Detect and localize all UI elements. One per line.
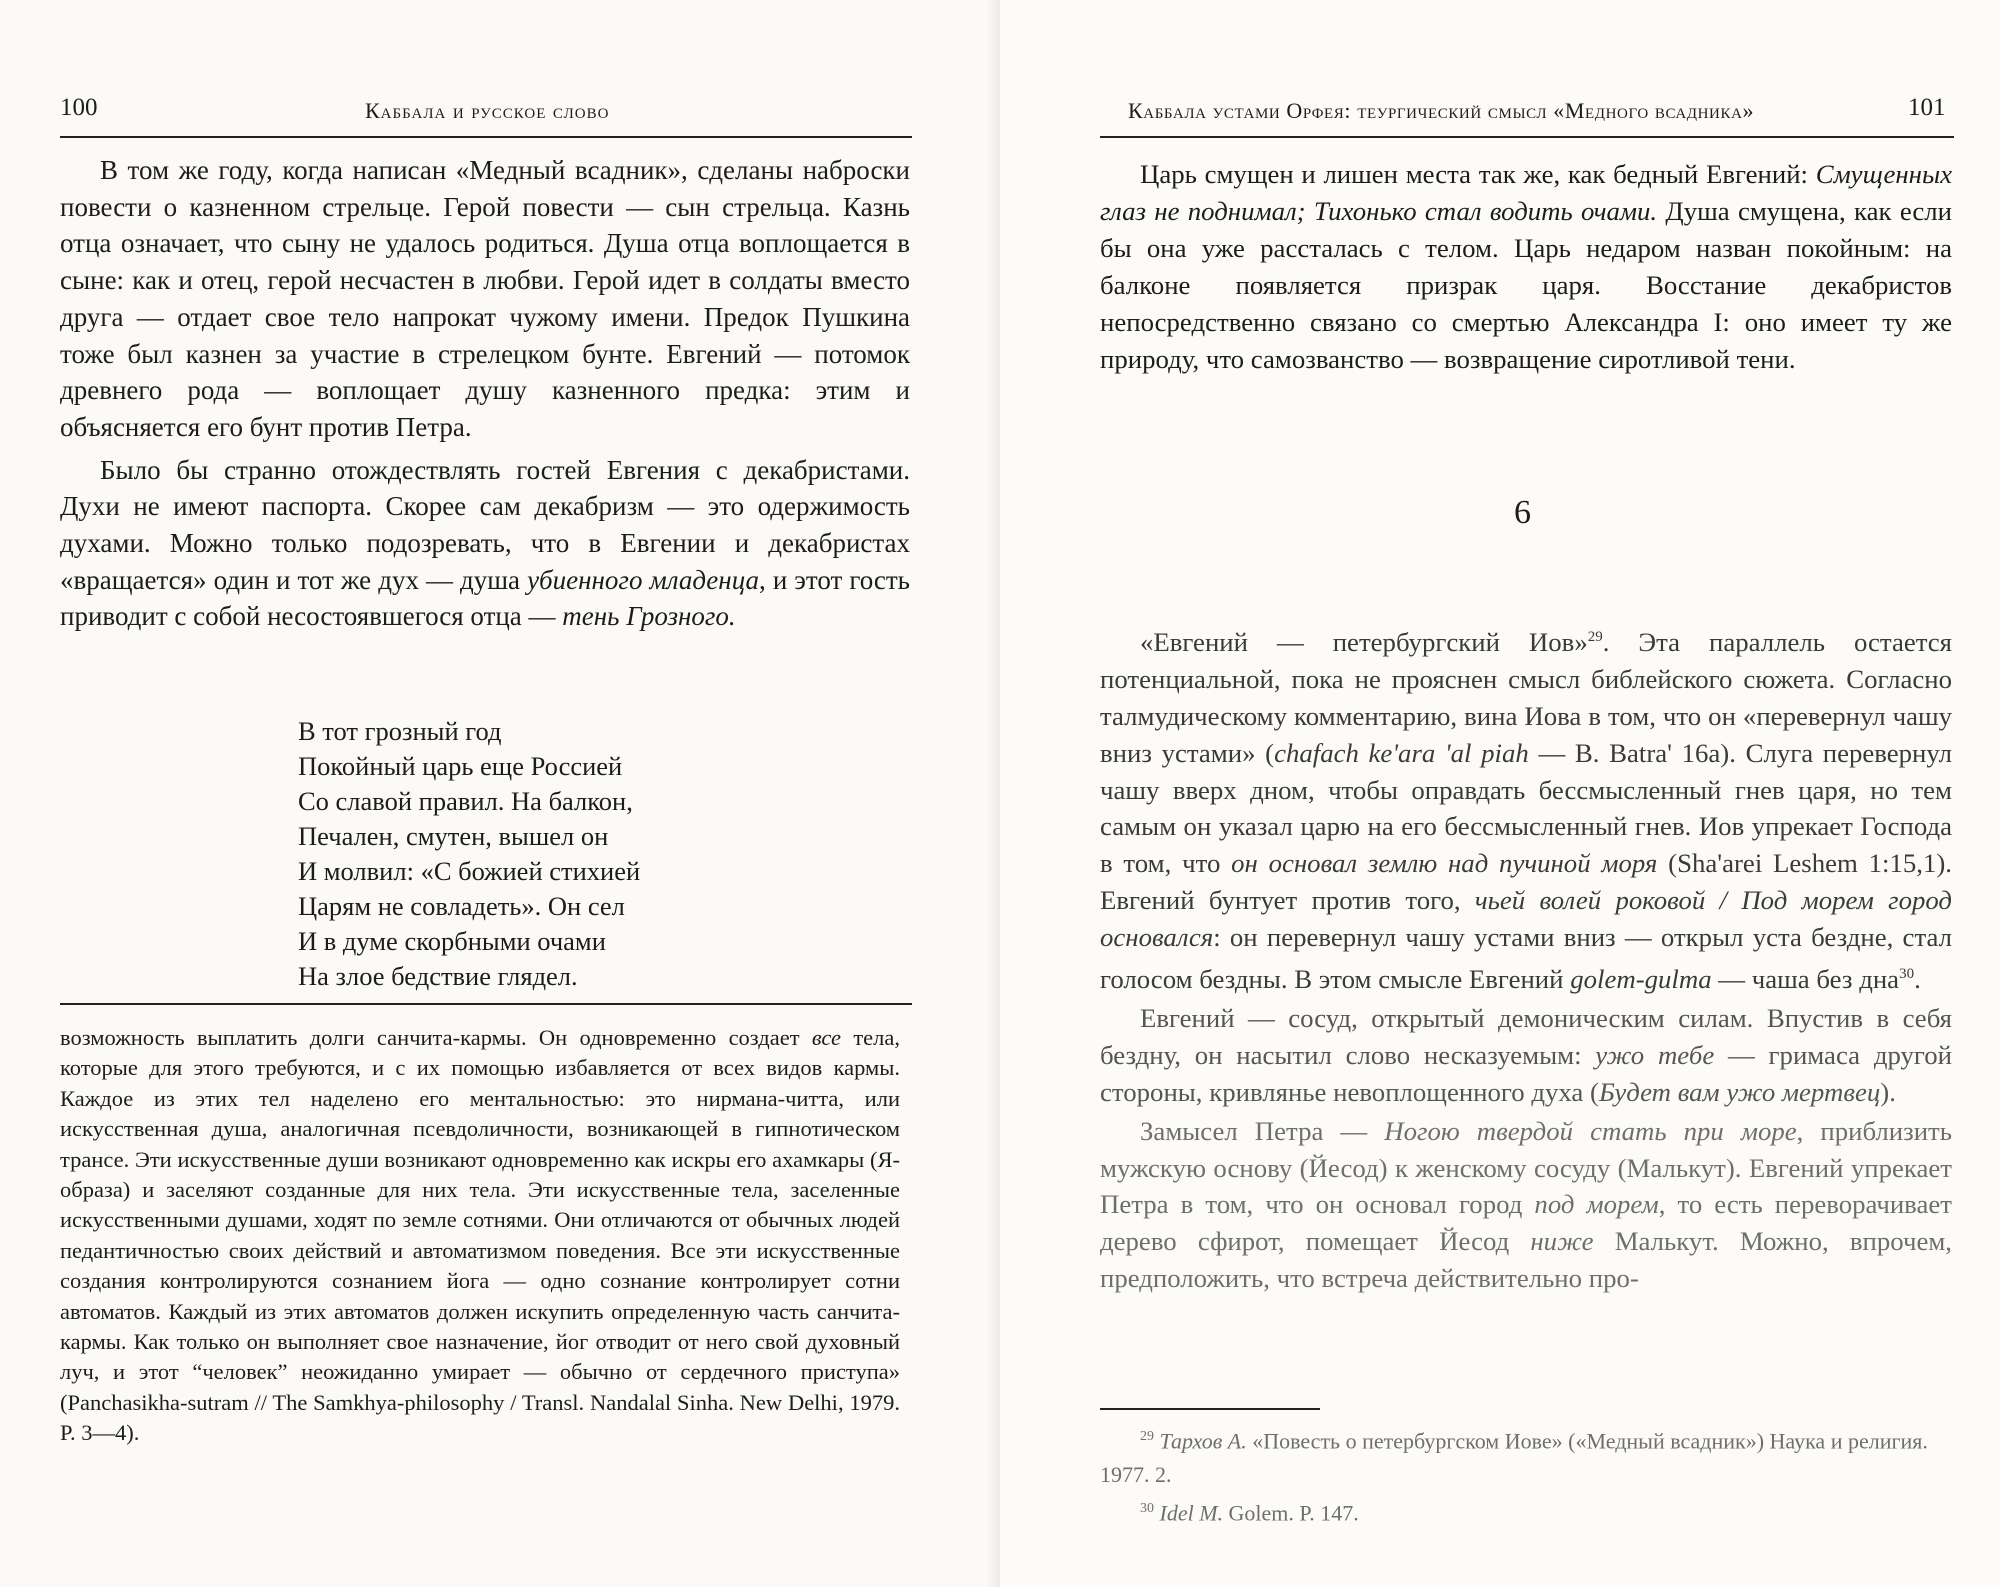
header-rule [60, 136, 912, 138]
running-head: Каббала устами Орфея: теургический смысл «Медного всадника» [1128, 98, 1755, 123]
poem-line: И в думе скорбными очами [298, 926, 606, 956]
footnote-30: $^{30}$ Idel M. Golem. P. 147. [1140, 1500, 1359, 1526]
page-number: 101 [1908, 94, 1946, 121]
footnote-ref: 30 [1899, 966, 1915, 983]
section-number: 6 [1514, 494, 1531, 531]
main-text [1100, 156, 1952, 377]
page-number: 100 [60, 94, 98, 121]
paragraph: «Евгений — петербургский Иов»$^{29}$. Эта параллель остается потенциальной, пока не прояснен смысл библейского сюжета. Согласно талмудическому комментарию, вина Иова в том, что он «перевернул чашу вниз устами» (chafach ke'ara 'al piah — B. Batra' 16a). Слуга перевернул чашу вверх дном, чтобы оправдать бессмысленный гнев царя, но тем самым он указал царю на его бессмысленный гнев. Иов упрекает Господа в том, что он основал землю над пучиной моря (Sha'arei Leshem 1:15,1). Евгений бунтует против того, чьей волей роковой / Под морем город основался: он перевернул чашу устами вниз — открыл уста бездне, стал голосом бездны. В этом смысле Евгений golem-gulma — чаша без дна$^{30}$. [1100, 626, 1953, 994]
right-page [1000, 0, 2000, 1587]
footnote-ref: 29 [1587, 629, 1603, 645]
paragraph: Замысел Петра — Ногою твердой стать при море, приблизить мужскую основу (Йесод) к женскому сосуду (Малькут). Евгений упрекает Петра в том, что он основал город под морем, то есть переворачивает дерево сфирот, помещает Йесод ниже Малькут. Можно, впрочем, предположить, что встреча действительно про- [1100, 1115, 1953, 1294]
paragraph: В том же году, когда написан «Медный всадник», сделаны наброски повести о казненном стрельце. Герой повести — сын стрельца. Казнь отца означает, что сыну не удалось родиться. Душа отца воплощается в сыне: как и отец, герой несчастен в любви. Герой идет в солдаты вместо друга — отдает свое тело напрокат чужому имени. Предок Пушкина тоже был казнен за участие в стрелецком бунте. Евгений — потомок древнего рода — воплощает душу казненного предка: этим и объясняется его бунт против Петра. [60, 155, 910, 442]
footnotes [1100, 1420, 1952, 1531]
poem-line: Покойный царь еще Россией [298, 751, 623, 781]
header-rule [1100, 136, 1954, 138]
poem-line: Печален, смутен, вышел он [298, 821, 609, 851]
poem-line: Со славой правил. На балкон, [298, 786, 633, 816]
main-text-section-6 [1100, 619, 1952, 1297]
poem-line: Царям не совладеть». Он сел [298, 891, 625, 921]
footnote-rule [60, 1003, 912, 1005]
poem-line: В тот грозный год [298, 716, 502, 746]
footnote-rule [1100, 1408, 1320, 1410]
poem-line: И молвил: «С божией стихией [298, 856, 641, 886]
footnote-29: $^{29}$ Тархов А. «Повесть о петербургском Иове» («Медный всадник») Наука и религия. 1977. 2. [1100, 1428, 1928, 1488]
footnote-continuation [60, 1023, 900, 1449]
paragraph: Евгений — сосуд, открытый демоническим силам. Впустив в себя бездну, он насытил слово несказуемым: ужо тебе — гримаса другой стороны, кривлянье невоплощенного духа (Будет вам ужо мертвец). [1100, 1002, 1952, 1107]
paragraph: Было бы странно отождествлять гостей Евгения с декабристами. Духи не имеют паспорта. Скорее сам декабризм — это одержимость духами. Можно только подозревать, что в Евгении и декабристах «вращается» один и тот же дух — душа убиенного младенца, и этот гость приводит с собой несостоявшегося отца — тень Грозного. [60, 454, 910, 632]
paragraph: Царь смущен и лишен места так же, как бедный Евгений: Смущенных глаз не поднимал; Тихонько стал водить очами. Душа смущена, как если бы она уже рассталась с телом. Царь недаром назван покойным: на балконе появляется призрак царя. Восстание декабристов непосредственно связано со смертью Александра I: оно имеет ту же природу, что самозванство — возвращение сиротливой тени. [1100, 159, 1952, 374]
main-text [60, 152, 910, 635]
poem-line: На злое бедствие глядел. [298, 961, 578, 991]
poem-quote [298, 714, 640, 994]
footnote-text: возможность выплатить долги санчита-кармы. Он одновременно создает все тела, которые для этого требуются, и с их помощью избавляется от всех видов кармы. Каждое из этих тел наделено его ментальностью: это нирмана-читта, или искусственная душа, аналогичная псевдоличности, возникающей в гипнотическом трансе. Эти искусственные души возникают одновременно как искры его ахамкары (Я-образа) и заселяют созданные для них тела. Эти искусственные тела, заселенные искусственными душами, ходят по земле сотнями. Они отличаются от обычных людей педантичностью своих действий и автоматизмом поведения. Все эти искусственные создания контролируются сознанием йога — одно сознание контролирует сотни автоматов. Каждый из этих автоматов должен искупить определенную часть санчита-кармы. Как только он выполняет свое назначение, йог отводит от него свой духовный луч, и этот “человек” неожиданно умирает — обычно от сердечного приступа» (Panchasikha-sutram // The Samkhya-philosophy / Transl. Nandalal Sinha. New Delhi, 1979. P. 3—4). [60, 1025, 900, 1446]
running-head: Каббала и русское слово [365, 98, 610, 123]
